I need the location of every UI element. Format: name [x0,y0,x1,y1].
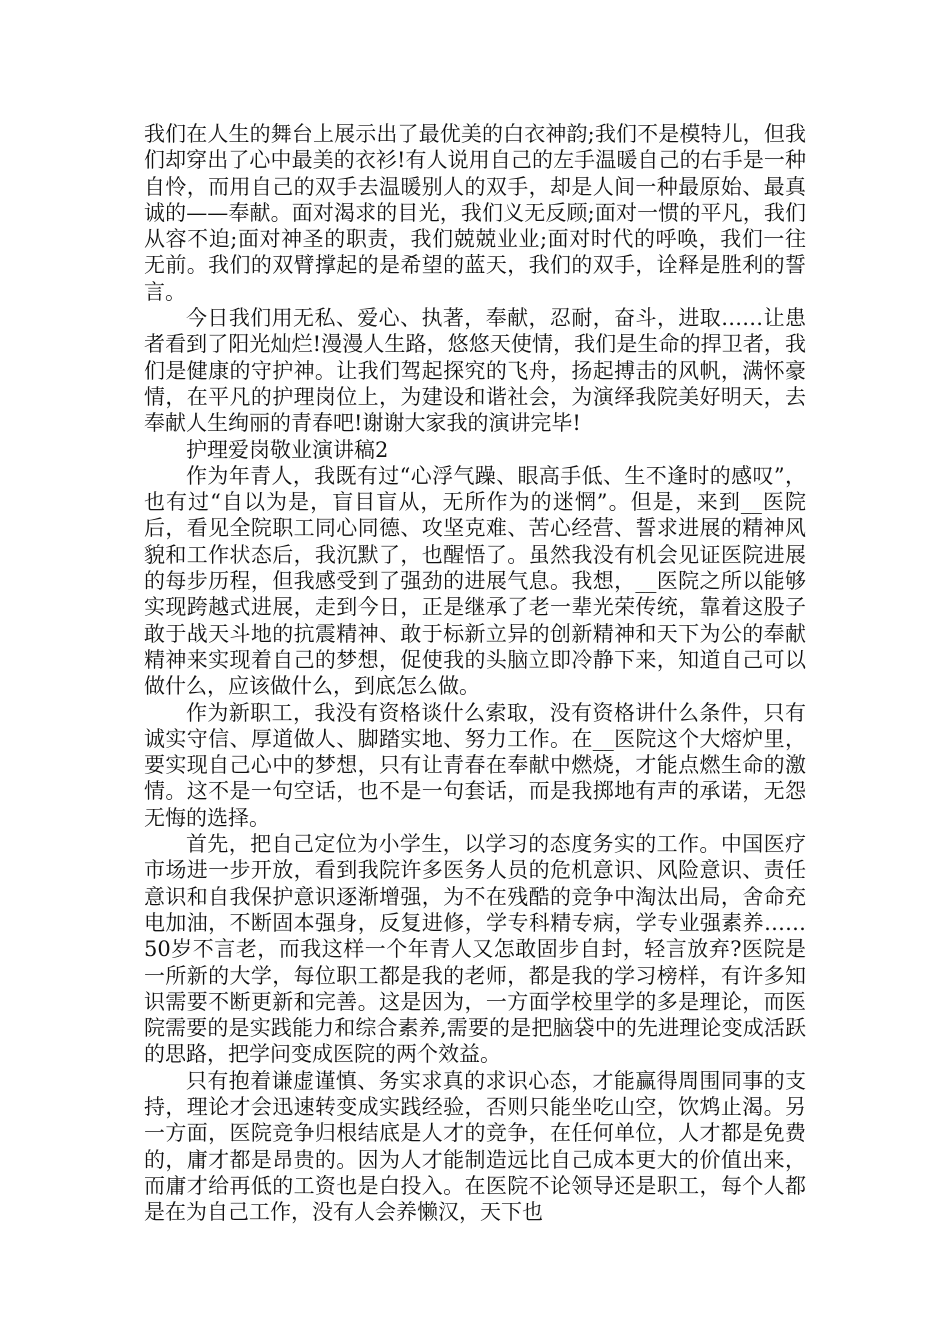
paragraph: 今日我们用无私、爱心、执著，奉献，忍耐，奋斗，进取……让患者看到了阳光灿烂!漫漫人生路，悠悠天使情，我们是生命的捍卫者，我们是健康的守护神。让我们驾起探究的飞舟，扬起搏击的风帆，满怀豪情，在平凡的护理岗位上，为建设和谐社会，为演绎我院美好明天，去奉献人生绚丽的青春吧!谢谢大家我的演讲完毕! [144,306,806,436]
paragraph: 作为年青人，我既有过“心浮气躁、眼高手低、生不逢时的感叹”，也有过“自以为是，盲目盲从，无所作为的迷惘”。但是，来到__医院后，看见全院职工同心同德、攻坚克难、苦心经营、誓求进展的精神风貌和工作状态后，我沉默了，也醒悟了。虽然我没有机会见证医院进展的每步历程，但我感受到了强劲的进展气息。我想，__医院之所以能够实现跨越式进展，走到今日，正是继承了老一辈光荣传统，靠着这股子敢于战天斗地的抗震精神、敢于标新立异的创新精神和天下为公的奉献精神来实现着自己的梦想，促使我的头脑立即冷静下来，知道自己可以做什么，应该做什么，到底怎么做。 [144,463,806,699]
paragraph: 只有抱着谦虚谨慎、务实求真的求识心态，才能赢得周围同事的支持，理论才会迅速转变成实践经验，否则只能坐吃山空，饮鸩止渴。另一方面，医院竞争归根结底是人才的竞争，在任何单位，人才都是免费的，庸才都是昂贵的。因为人才能制造远比自己成本更大的价值出来，而庸才给再低的工资也是白投入。在医院不论领导还是职工，每个人都是在为自己工作，没有人会养懒汉，天下也 [144,1068,806,1225]
paragraph: 我们在人生的舞台上展示出了最优美的白衣神韵;我们不是模特儿，但我们却穿出了心中最美的衣衫!有人说用自己的左手温暖自己的右手是一种自怜，而用自己的双手去温暖别人的双手，却是人间一种最原始、最真诚的——奉献。面对渴求的目光，我们义无反顾;面对一惯的平凡，我们从容不迫;面对神圣的职责，我们兢兢业业;面对时代的呼唤，我们一往无前。我们的双臂撑起的是希望的蓝天，我们的双手，诠释是胜利的誓言。 [144,122,806,304]
section-heading: 护理爱岗敬业演讲稿2 [186,437,389,462]
document-body [144,121,806,1225]
paragraph: 作为新职工，我没有资格谈什么索取，没有资格讲什么条件，只有诚实守信、厚道做人、脚踏实地、努力工作。在__医院这个大熔炉里，要实现自己心中的梦想，只有让青春在奉献中燃烧，才能点燃生命的激情。这不是一句空话，也不是一句套话，而是我掷地有声的承诺，无怨无悔的选择。 [144,700,806,830]
paragraph: 首先，把自己定位为小学生，以学习的态度务实的工作。中国医疗市场进一步开放，看到我院许多医务人员的危机意识、风险意识、责任意识和自我保护意识逐渐增强，为不在残酷的竞争中淘汰出局，舍命充电加油，不断固本强身，反复进修，学专科精专病，学专业强素养……50岁不言老，而我这样一个年青人又怎敢固步自封，轻言放弃?医院是一所新的大学，每位职工都是我的老师，都是我的学习榜样，有许多知识需要不断更新和完善。这是因为，一方面学校里学的多是理论，而医院需要的是实践能力和综合素养,需要的是把脑袋中的先进理论变成活跃的思路，把学问变成医院的两个效益。 [144,832,806,1067]
